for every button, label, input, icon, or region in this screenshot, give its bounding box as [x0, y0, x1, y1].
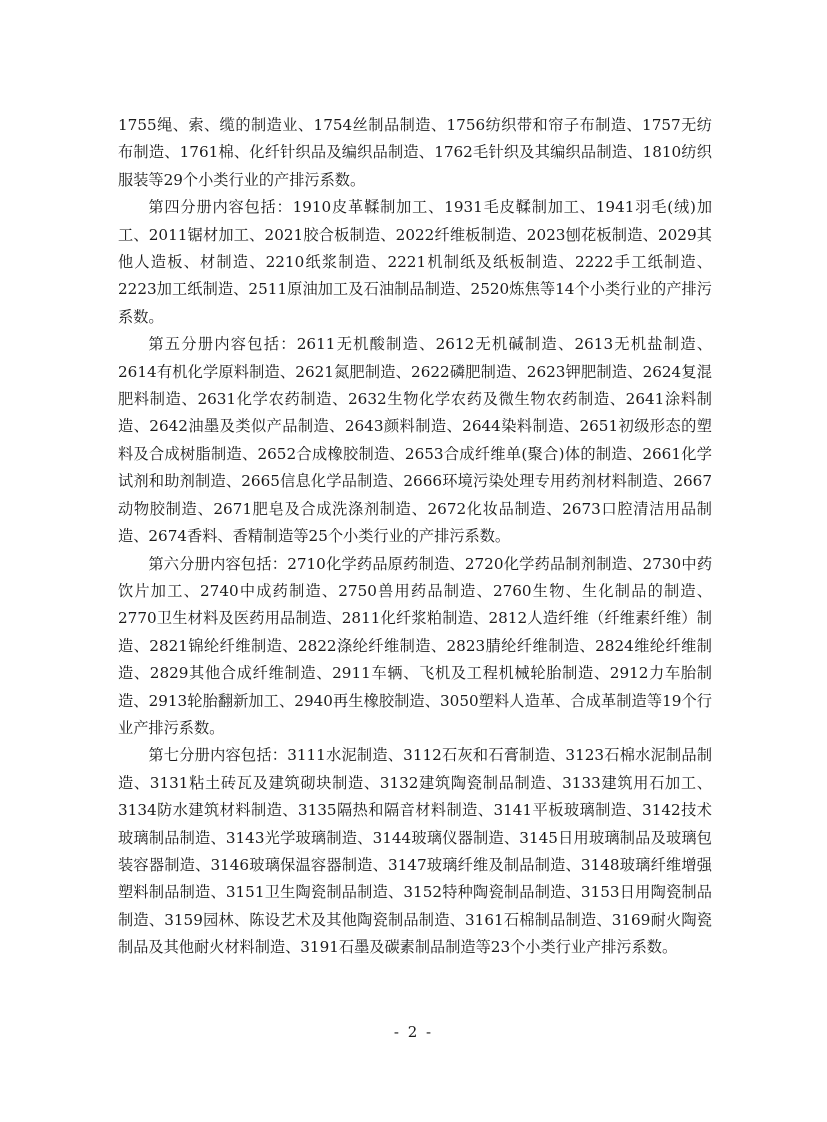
paragraph-lead: 第四分册内容包括： [148, 198, 293, 217]
page-number: - 2 - [393, 1023, 434, 1041]
paragraph-text: 3111水泥制造、3112石灰和石膏制造、3123石棉水泥制品制造、3131粘土砖瓦及建筑砌块制造、3132建筑陶瓷制品制造、3133建筑用石加工、3134防水建筑材料制造、3135隔热和隔音材料制造、3141平板玻璃制造、3142技术玻璃制品制造、3143光学玻璃制造、3144玻璃仪器制造、3145日用玻璃制品及玻璃包装容器制造、3146玻璃保温容器制造、3147玻璃纤维及制品制造、3148玻璃纤维增强塑料制品制造、3151卫生陶瓷制品制造、3152特种陶瓷制品制造、3153日用陶瓷制品制造、3159园林、陈设艺术及其他陶瓷制品制造、3161石棉制品制造、3169耐火陶瓷制品及其他耐火材料制造、3191石墨及碳素制品制造等23个小类行业产排污系数。 [118, 746, 713, 957]
paragraph-volume-6 [118, 551, 712, 743]
paragraph-text: 2710化学药品原药制造、2720化学药品制剂制造、2730中药饮片加工、2740中成药制造、2750兽用药品制造、2760生物、生化制品的制造、2770卫生材料及医药用品制造、2811化纤浆粕制造、2812人造纤维（纤维素纤维）制造、2821锦纶纤维制造、2822涤纶纤维制造、2823腈纶纤维制造、2824维纶纤维制造、2829其他合成纤维制造、2911车辆、飞机及工程机械轮胎制造、2912力车胎制造、2913轮胎翻新加工、2940再生橡胶制造、3050塑料人造革、合成革制造等19个行业产排污系数。 [118, 554, 713, 737]
paragraph-volume-4 [118, 194, 712, 331]
paragraph-volume-7 [118, 742, 712, 961]
paragraph-text: 1910皮革鞣制加工、1931毛皮鞣制加工、1941羽毛(绒)加工、2011锯材加工、2021胶合板制造、2022纤维板制造、2023刨花板制造、2029其他人造板、材制造、2210纸浆制造、2221机制纸及纸板制造、2222手工纸制造、2223加工纸制造、2511原油加工及石油制品制造、2520炼焦等14个小类行业的产排污系数。 [118, 198, 713, 326]
body-text [118, 112, 712, 962]
paragraph-lead: 第六分册内容包括： [148, 554, 288, 573]
paragraph-lead: 第五分册内容包括： [148, 335, 297, 354]
paragraph-text: 1755绳、索、缆的制造业、1754丝制品制造、1756纺织带和帘子布制造、1757无纺布制造、1761棉、化纤针织品及编织品制造、1762毛针织及其编织品制造、1810纺织服装等29个小类行业的产排污系数。 [118, 116, 712, 189]
paragraph-lead: 第七分册内容包括： [148, 746, 288, 765]
paragraph-volume-3-continued [118, 112, 712, 194]
paragraph-volume-5 [118, 331, 712, 550]
paragraph-text: 2611无机酸制造、2612无机碱制造、2613无机盐制造、2614有机化学原料制造、2621氮肥制造、2622磷肥制造、2623钾肥制造、2624复混肥料制造、2631化学农药制造、2632生物化学农药及微生物农药制造、2641涂料制造、2642油墨及类似产品制造、2643颜料制造、2644染料制造、2651初级形态的塑料及合成树脂制造、2652合成橡胶制造、2653合成纤维单(聚合)体的制造、2661化学试剂和助剂制造、2665信息化学品制造、2666环境污染处理专用药剂材料制造、2667动物胶制造、2671肥皂及合成洗涤剂制造、2672化妆品制造、2673口腔清洁用品制造、2674香料、香精制造等25个小类行业的产排污系数。 [118, 335, 713, 546]
